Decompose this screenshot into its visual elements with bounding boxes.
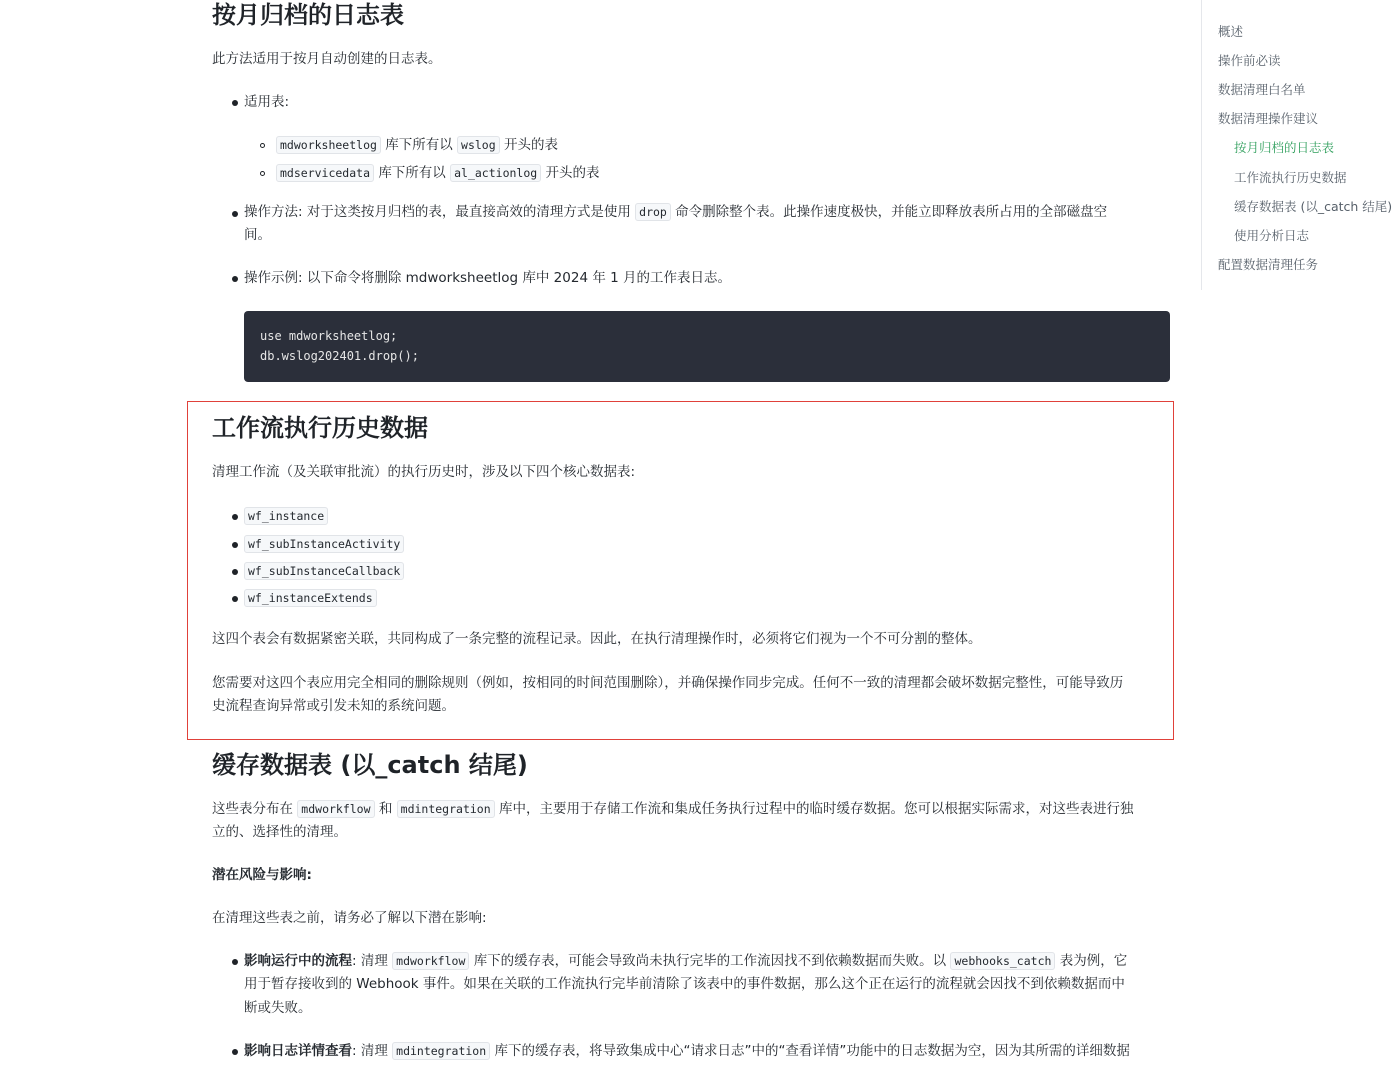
code-block[interactable] [244,311,1170,382]
bullet [232,959,238,965]
method-text-line2: 间。 [244,227,271,243]
bullet [232,514,238,520]
bullet [232,569,238,575]
bullet [232,542,238,548]
table-name-code: wf_instanceExtends [244,589,377,607]
heading-cache-tables: 缓存数据表 (以_catch 结尾) [212,751,528,779]
bullet [232,276,238,282]
risk-intro: 在清理这些表之前，请务必了解以下潜在影响: [212,910,487,926]
bullet [232,100,238,106]
method-text: 操作方法: 对于这类按月归档的表，最直接高效的清理方式是使用 drop 命令删除整个表。此操作速度极快，并能立即释放表所占用的全部磁盘空 [244,204,1108,220]
code-line-2: db.wslog202401.drop(); [260,348,419,363]
table-name-code: wf_subInstanceCallback [244,562,404,580]
sub-bullet [260,143,265,148]
table-item [244,533,404,556]
drop-code: drop [635,203,671,221]
db-name-code: mdworksheetlog [276,136,381,154]
toc-item-monthly-logs[interactable]: 按月归档的日志表 [1234,140,1335,155]
toc-item-cleanup-suggestions[interactable]: 数据清理操作建议 [1218,111,1319,126]
risk-item-1-line2: 用于暂存接收到的 Webhook 事件。如果在关联的工作流执行完毕前清除了该表中的事件数据，那么这个正在运行的流程就会因找不到依赖数据而中 [244,976,1125,992]
section3-para1-line2: 立的、选择性的清理。 [212,824,347,840]
db-name-code: mdworkflow [297,800,374,818]
table-name-code: webhooks_catch [950,952,1055,970]
bullet [232,211,238,217]
table-item [244,505,328,528]
toc-item-analytics-logs[interactable]: 使用分析日志 [1234,228,1310,243]
example-text: 操作示例: 以下命令将删除 mdworksheetlog 库中 2024 年 1 月的工作表日志。 [244,270,731,286]
toc-item-cache-tables[interactable]: 缓存数据表 (以_catch 结尾) [1234,199,1392,214]
heading-monthly-log-tables: 按月归档的日志表 [212,1,404,29]
db-name-code: mdservicedata [276,164,374,182]
table-of-contents [1201,0,1392,290]
risk-item-1: 影响运行中的流程: 清理 mdworkflow 库下的缓存表，可能会导致尚未执行完毕的工作流因找不到依赖数据而失败。以 webhooks_catch 表为例，它 [244,953,1128,969]
toc-item-workflow-history[interactable]: 工作流执行历史数据 [1234,170,1347,185]
db-name-code: mdworkflow [392,952,469,970]
toc-item-whitelist[interactable]: 数据清理白名单 [1218,82,1306,97]
section3-para1: 这些表分布在 mdworkflow 和 mdintegration 库中，主要用于存储工作流和集成任务执行过程中的临时缓存数据。您可以根据实际需求，对这些表进行独 [212,801,1134,817]
section1-intro: 此方法适用于按月自动创建的日志表。 [212,51,442,67]
table-item [244,587,377,610]
table-name-code: wf_instance [244,507,328,525]
toc-item-overview[interactable]: 概述 [1218,24,1244,39]
sub-bullet [260,171,265,176]
toc-item-cleanup-task[interactable]: 配置数据清理任务 [1218,257,1319,272]
heading-workflow-history: 工作流执行历史数据 [212,414,428,442]
risk-heading: 潜在风险与影响: [212,867,312,883]
code-line-1: use mdworksheetlog; [260,329,398,343]
risk-item-2: 影响日志详情查看: 清理 mdintegration 库下的缓存表，将导致集成中心“请求日志”中的“查看详情”功能中的日志数据为空，因为其所需的详细数据 [244,1043,1130,1059]
risk-item-1-line3: 断或失败。 [244,1000,312,1016]
section2-para2-line2: 史流程查询异常或引发未知的系统问题。 [212,698,455,714]
bullet [232,1049,238,1055]
section2-intro: 清理工作流（及关联审批流）的执行历史时，涉及以下四个核心数据表: [212,464,636,480]
db-name-code: mdintegration [392,1042,490,1060]
bullet [232,596,238,602]
applies-item-1: mdworksheetlog 库下所有以 wslog 开头的表 [276,134,558,157]
applies-label: 适用表: [244,94,290,110]
section2-para1: 这四个表会有数据紧密关联，共同构成了一条完整的流程记录。因此，在执行清理操作时，必须将它们视为一个不可分割的整体。 [212,631,982,647]
table-name-code: wf_subInstanceActivity [244,535,404,553]
prefix-code: al_actionlog [450,164,541,182]
toc-item-prerequisites[interactable]: 操作前必读 [1218,53,1281,68]
section2-para2-line1: 您需要对这四个表应用完全相同的删除规则（例如，按相同的时间范围删除），并确保操作同步完成。任何不一致的清理都会破坏数据完整性，可能导致历 [212,675,1124,691]
table-item [244,560,404,583]
applies-item-2: mdservicedata 库下所有以 al_actionlog 开头的表 [276,162,600,185]
prefix-code: wslog [457,136,500,154]
db-name-code: mdintegration [397,800,495,818]
